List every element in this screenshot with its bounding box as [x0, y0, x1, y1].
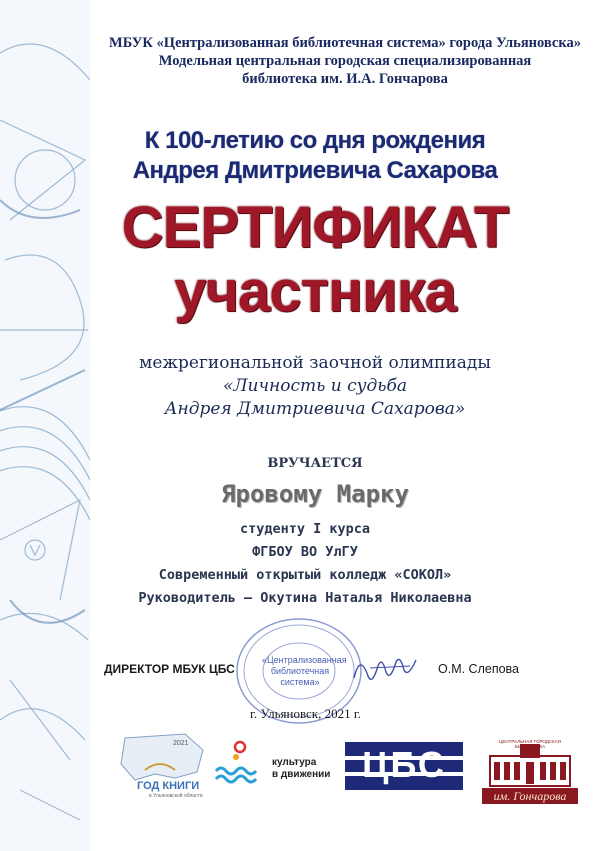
recipient-details	[90, 518, 520, 610]
organization-header	[95, 34, 595, 88]
stamp-line-2: библиотечная	[270, 666, 330, 676]
award-label: ВРУЧАЕТСЯ	[267, 456, 363, 471]
anniversary-line-1: К 100-летию со дня рождения	[144, 127, 486, 154]
stamp-text	[262, 655, 347, 688]
library-top-text: ЦЕНТРАЛЬНАЯ ГОРОДСКАЯ БИБЛИОТЕКА	[499, 739, 561, 749]
stamp-line-3: система»	[280, 677, 320, 687]
olympiad-line-3: Андрея Дмитриевича Сахарова»	[164, 399, 466, 419]
year-of-book-year: 2021	[173, 740, 189, 747]
signer-name: О.М. Слепова	[438, 662, 519, 676]
city-date: г. Ульяновск, 2021 г.	[250, 706, 361, 721]
detail-line-4: Руководитель – Окутина Наталья Николаевна	[138, 590, 472, 606]
detail-line-3: Современный открытый колледж «СОКОЛ»	[158, 567, 452, 583]
year-of-book-text: ГОД КНИГИ	[137, 780, 200, 792]
year-of-book-subtext: в Ульяновской области	[149, 793, 203, 799]
olympiad-line-1: межрегиональной заочной олимпиады	[139, 353, 491, 373]
year-of-book-logo	[115, 730, 210, 805]
library-name-text: им. Гончарова	[493, 789, 567, 803]
culture-text-2: в движении	[272, 769, 331, 780]
detail-line-1: студенту I курса	[239, 521, 371, 537]
culture-in-motion-logo	[214, 735, 334, 805]
anniversary-line-2: Андрея Дмитриевича Сахарова	[132, 157, 498, 184]
cbs-text: ЦБС	[362, 744, 446, 785]
recipient-name: Яровому Марку	[221, 480, 409, 508]
detail-line-2: ФГБОУ ВО УлГУ	[252, 544, 358, 560]
cbs-logo	[345, 742, 463, 790]
certificate-title-line-1: СЕРТИФИКАТ	[121, 195, 509, 260]
culture-text-1: культура	[272, 757, 317, 768]
olympiad-line-2: «Личность и судьба	[222, 376, 408, 396]
anniversary-heading	[100, 126, 530, 186]
director-label: ДИРЕКТОР МБУК ЦБС	[104, 662, 235, 676]
director-signature	[350, 648, 420, 688]
certificate-title-line-2: участника	[174, 259, 456, 324]
header-line-2: Модельная центральная городская специализированная	[158, 53, 532, 69]
olympiad-description	[100, 352, 530, 421]
header-line-3: библиотека им. И.А. Гончарова	[242, 71, 448, 87]
math-doodle-decoration	[0, 0, 90, 851]
goncharov-library-logo	[480, 738, 580, 806]
stamp-line-1: «Централизованная	[262, 655, 347, 665]
certificate-title	[100, 196, 530, 324]
header-line-1: МБУК «Централизованная библиотечная система» города Ульяновска»	[109, 35, 581, 51]
